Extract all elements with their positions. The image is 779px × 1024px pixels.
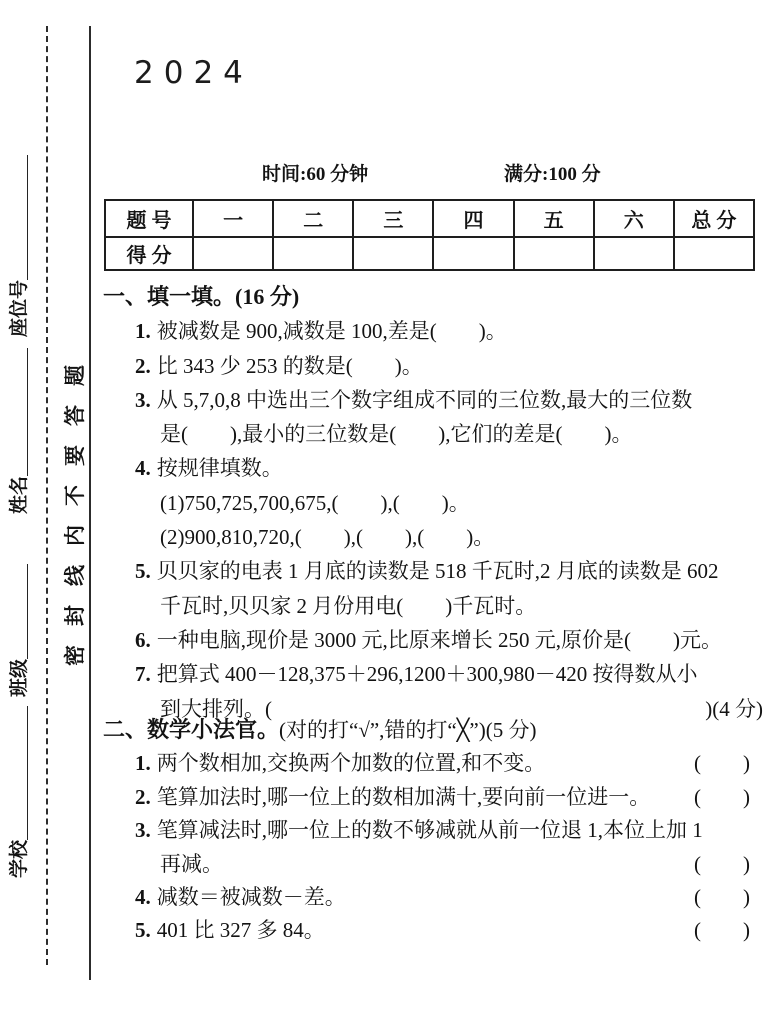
section2-heading: [103, 713, 765, 747]
score-row-label: 得 分: [105, 237, 193, 270]
tf-question-2-text: 笔算加法时,哪一位上的数相加满十,要向前一位进一。: [156, 784, 651, 809]
tf-question-4-number: 4.: [135, 885, 151, 910]
question-1-text: 被减数是 900,减数是 100,差是( )。: [156, 319, 507, 344]
question-7-answer-open: 到大排列。(: [160, 696, 272, 721]
school-blank-line: [26, 706, 28, 840]
class-blank-line: [26, 564, 28, 659]
time-limit-label: 时间:60 分钟: [262, 164, 369, 185]
tf-question-1-number: 1.: [135, 751, 151, 776]
score-col-5: 五: [514, 200, 594, 237]
score-empty-cell: [193, 237, 273, 270]
tf-question-5-answer-blank: ( ): [694, 918, 750, 943]
question-2-text: 比 343 少 253 的数是( )。: [156, 353, 423, 378]
score-col-4: 四: [433, 200, 513, 237]
tf-question-1: [103, 747, 765, 780]
score-empty-cell: [594, 237, 674, 270]
question-1-number: 1.: [135, 319, 151, 344]
score-empty-cell: [514, 237, 594, 270]
question-5-number: 5.: [135, 559, 151, 584]
name-label: 姓名: [9, 475, 30, 514]
question-7: [103, 657, 765, 691]
tf-question-5: [103, 914, 765, 947]
section-true-false: [103, 713, 765, 948]
seal-instruction-text: 密封线内不要答题: [63, 346, 87, 666]
score-col-total: 总 分: [674, 200, 754, 237]
question-6: [103, 623, 765, 657]
full-score-label: 满分:100 分: [504, 164, 601, 185]
tf-question-1-answer-blank: ( ): [694, 751, 750, 776]
question-5-text-line1: 贝贝家的电表 1 月底的读数是 518 千瓦时,2 月底的读数是 602: [156, 559, 719, 584]
section1-heading: 一、填一填。(16 分): [103, 284, 300, 309]
class-field: [3, 564, 33, 697]
tf-question-3-number: 3.: [135, 818, 151, 843]
question-1: [103, 314, 765, 348]
score-empty-cell: [674, 237, 754, 270]
seal-dashed-line: [46, 26, 48, 965]
school-field: [3, 706, 33, 878]
content-border-line: [89, 26, 91, 980]
section2-heading-title: 二、数学小法官。: [103, 717, 280, 742]
score-empty-cell: [433, 237, 513, 270]
question-5-text-line2: 千瓦时,贝贝家 2 月份用电( )千瓦时。: [160, 593, 537, 618]
tf-question-3-text-line2: 再减。: [160, 851, 223, 876]
tf-question-5-number: 5.: [135, 918, 151, 943]
question-3-continuation: [103, 417, 765, 451]
school-label: 学校: [9, 839, 30, 878]
question-6-text: 一种电脑,现价是 3000 元,比原来增长 250 元,原价是( )元。: [156, 627, 722, 652]
question-7-points-tag: )(4 分): [705, 696, 763, 721]
question-4: [103, 451, 765, 485]
question-3-number: 3.: [135, 387, 151, 412]
question-4-sub2: [103, 520, 765, 554]
name-blank-line: [26, 348, 28, 476]
score-table: [104, 199, 755, 271]
tf-question-4-text: 减数＝被减数－差。: [156, 885, 346, 910]
score-table-score-row: [105, 237, 754, 270]
tf-question-3-text-line1: 笔算减法时,哪一位上的数不够减就从前一位退 1,本位上加 1: [156, 818, 703, 843]
tf-question-3-continuation: [103, 848, 765, 881]
section2-heading-note: (对的打“√”,错的打“╳”)(5 分): [279, 718, 537, 742]
score-table-header-row: [105, 200, 754, 237]
score-empty-cell: [353, 237, 433, 270]
question-4-sub1: [103, 486, 765, 520]
question-number-header: 题 号: [105, 200, 193, 237]
seat-number-blank-line: [26, 155, 28, 280]
question-2-number: 2.: [135, 353, 151, 378]
section-fill-in-blanks: [103, 280, 765, 726]
name-field: [3, 348, 33, 514]
tf-question-3-answer-blank: ( ): [694, 851, 750, 876]
question-2: [103, 349, 765, 383]
tf-question-2-number: 2.: [135, 784, 151, 809]
seat-number-label: 座位号: [9, 279, 30, 337]
seat-number-field: [3, 155, 33, 337]
score-col-1: 一: [193, 200, 273, 237]
question-7-text-line1: 把算式 400－128,375＋296,1200＋300,980－420 按得数从小: [156, 662, 698, 687]
question-3-text-line2: 是( ),最小的三位数是( ),它们的差是( )。: [160, 422, 633, 447]
question-5-continuation: [103, 589, 765, 623]
main-content: [103, 0, 765, 1024]
question-6-number: 6.: [135, 627, 151, 652]
question-4-text: 按规律填数。: [156, 456, 283, 481]
class-label: 班级: [9, 658, 30, 697]
score-col-2: 二: [273, 200, 353, 237]
tf-question-2: [103, 781, 765, 814]
question-5: [103, 554, 765, 588]
question-4-number: 4.: [135, 456, 151, 481]
question-4-sub2-text: (2)900,810,720,( ),( ),( )。: [160, 525, 495, 550]
tf-question-5-text: 401 比 327 多 84。: [156, 918, 325, 943]
question-7-number: 7.: [135, 662, 151, 687]
tf-question-2-answer-blank: ( ): [694, 784, 750, 809]
question-3-text-line1: 从 5,7,0,8 中选出三个数字组成不同的三位数,最大的三位数: [156, 387, 693, 412]
question-4-sub1-text: (1)750,725,700,675,( ),( )。: [160, 490, 470, 515]
score-col-6: 六: [594, 200, 674, 237]
score-col-3: 三: [353, 200, 433, 237]
tf-question-3: [103, 814, 765, 847]
tf-question-4: [103, 881, 765, 914]
tf-question-4-answer-blank: ( ): [694, 885, 750, 910]
question-3: [103, 383, 765, 417]
tf-question-1-text: 两个数相加,交换两个加数的位置,和不变。: [156, 751, 546, 776]
score-empty-cell: [273, 237, 353, 270]
paper-year-title: 2024: [134, 55, 253, 91]
